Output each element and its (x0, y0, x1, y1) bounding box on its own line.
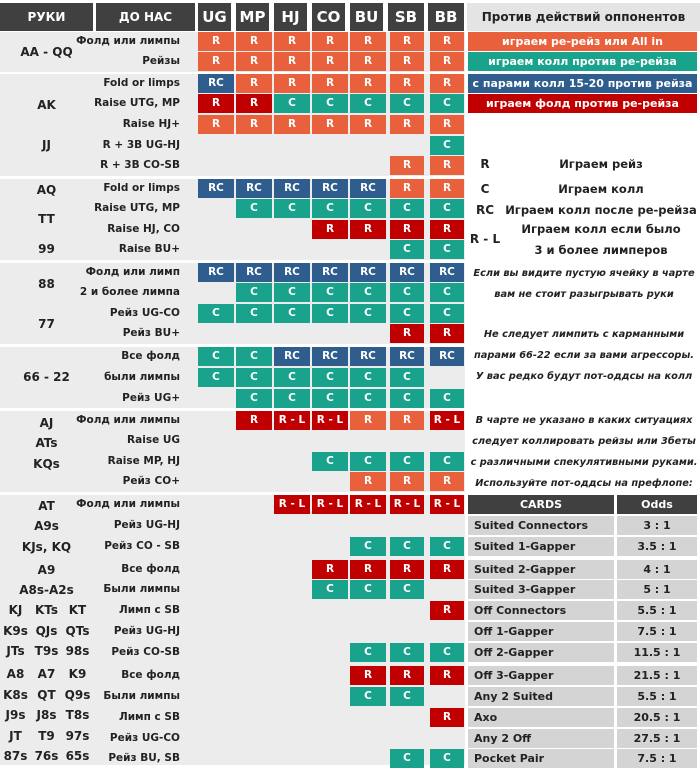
odds-row (468, 560, 697, 579)
action-cell-hj: R (274, 32, 310, 51)
action-cell-sb: C (390, 749, 424, 768)
action-cell-co: C (312, 304, 348, 323)
action-cell-bb: R (430, 179, 464, 198)
action-cell-bb: R (430, 560, 464, 579)
action-cell-hj: R (274, 115, 310, 134)
odds-odds-header: Odds (617, 495, 697, 514)
situation-label: R + 3B UG-HJ (102, 139, 180, 151)
note-empty-cell-1: Если вы видите пустую ячейку в чарте (473, 268, 695, 279)
action-cell-bu: C (350, 368, 386, 387)
action-cell-hj: R - L (274, 411, 310, 430)
action-cell-sb: C (390, 283, 424, 302)
hand-a8s-a2s: A8s-A2s (19, 583, 74, 597)
action-cell-ug: RC (198, 74, 234, 93)
action-cell-hj: RC (274, 263, 310, 282)
legend-key-rl: R - L (469, 232, 501, 246)
action-cell-bu: C (350, 94, 386, 113)
action-cell-bb: R (430, 52, 464, 71)
hand-j9s: J9s (5, 708, 26, 722)
note-empty-cell-2: вам не стоит разыгрывать руки (494, 289, 674, 300)
action-cell-bb: R (430, 666, 464, 685)
action-cell-sb: C (390, 452, 424, 471)
odds-value: 3 : 1 (617, 516, 697, 535)
action-cell-ug: RC (198, 263, 234, 282)
note-pairs-3: У вас редко будут пот-оддсы на колл (475, 371, 693, 382)
action-cell-sb: C (390, 389, 424, 408)
legend-key-c: C (480, 182, 490, 196)
action-cell-mp: RC (236, 263, 272, 282)
legend-key-r: R (480, 157, 490, 171)
action-cell-sb: C (390, 368, 424, 387)
hand-ak: AK (37, 98, 56, 112)
pos-header-bb: BB (428, 3, 464, 31)
action-cell-bu: C (350, 537, 386, 556)
hand-a9s: A9s (34, 519, 59, 533)
note-speculative-1: В чарте не указано в каких ситуациях (475, 415, 693, 426)
situation-label: Рейз CO-SB (111, 646, 180, 658)
action-cell-ug: R (198, 52, 234, 71)
action-cell-bu: C (350, 389, 386, 408)
action-cell-co: R (312, 560, 348, 579)
note-speculative-4: Используйте пот-оддсы на префлопе: (475, 478, 693, 489)
hand-t8s: T8s (65, 708, 90, 722)
action-cell-sb: R - L (390, 495, 424, 514)
action-cell-bb: C (430, 452, 464, 471)
action-cell-sb: R (390, 32, 424, 51)
action-cell-bb: R (430, 156, 464, 175)
hand-a7: A7 (37, 667, 56, 681)
hand-aj: AJ (39, 416, 54, 430)
odds-row (468, 537, 697, 556)
action-cell-sb: R (390, 411, 424, 430)
situation-label: 2 и более лимпа (79, 286, 180, 298)
odds-card-name: Off 3-Gapper (468, 666, 614, 685)
action-cell-bb: R (430, 115, 464, 134)
action-cell-co: R (312, 115, 348, 134)
situation-label: Все фолд (121, 563, 180, 575)
situation-label: Raise BU+ (118, 243, 180, 255)
action-cell-sb: R (390, 560, 424, 579)
hand-qjs: QJs (35, 624, 58, 638)
odds-value: 20.5 : 1 (617, 708, 697, 727)
action-cell-mp: R (236, 411, 272, 430)
action-cell-hj: R - L (274, 495, 310, 514)
action-cell-mp: C (236, 347, 272, 366)
action-cell-bu: R (350, 472, 386, 491)
situation-label: Рейз UG-CO (109, 732, 180, 744)
hand-kqs: KQs (33, 457, 60, 471)
action-cell-sb: C (390, 240, 424, 259)
action-cell-hj: RC (274, 347, 310, 366)
hand-77: 77 (38, 317, 55, 331)
odds-card-name: Off 1-Gapper (468, 622, 614, 641)
action-cell-bb: C (430, 643, 464, 662)
legend-text-r: Играем рейз (559, 157, 643, 171)
action-cell-sb: R (390, 74, 424, 93)
action-cell-bu: R (350, 115, 386, 134)
pos-header-hj: HJ (274, 3, 307, 31)
action-cell-bb: RC (430, 263, 464, 282)
action-cell-bb: C (430, 94, 464, 113)
action-cell-bu: RC (350, 179, 386, 198)
action-cell-bu: R - L (350, 495, 386, 514)
action-cell-co: C (312, 199, 348, 218)
odds-row (468, 622, 697, 641)
action-cell-bb: R (430, 74, 464, 93)
situation-label: Raise UTG, MP (94, 97, 180, 109)
action-cell-bb: C (430, 283, 464, 302)
odds-card-name: Suited 1-Gapper (468, 537, 614, 556)
action-cell-co: C (312, 283, 348, 302)
action-cell-sb: R (390, 220, 424, 239)
hand-k9: K9 (68, 667, 87, 681)
hand-a8: A8 (6, 667, 25, 681)
odds-card-name: Any 2 Off (468, 729, 614, 748)
action-cell-bu: R (350, 411, 386, 430)
action-cell-hj: R (274, 74, 310, 93)
action-cell-co: R - L (312, 411, 348, 430)
action-cell-ug: C (198, 304, 234, 323)
situation-label: Рейз UG-CO (109, 307, 180, 319)
hand-99: 99 (38, 242, 55, 256)
action-cell-co: R (312, 220, 348, 239)
action-cell-co: R - L (312, 495, 348, 514)
action-cell-bu: C (350, 199, 386, 218)
action-cell-sb: R (390, 115, 424, 134)
note-speculative-3: с различными спекулятивными руками. (470, 457, 698, 468)
odds-card-name: Off Connectors (468, 601, 614, 620)
situation-label: Лимп с SB (118, 604, 180, 616)
situation-label: были лимпы (104, 371, 180, 383)
action-cell-co: C (312, 94, 348, 113)
odds-value: 7.5 : 1 (617, 622, 697, 641)
action-cell-hj: C (274, 94, 310, 113)
action-cell-bb: C (430, 199, 464, 218)
action-cell-bb: C (430, 537, 464, 556)
action-cell-bb: C (430, 304, 464, 323)
situation-label: Рейз UG+ (122, 392, 180, 404)
legend-text-rc: Играем колл после ре-рейза (505, 203, 697, 217)
action-cell-sb: C (390, 94, 424, 113)
action-cell-hj: C (274, 368, 310, 387)
situation-label: Рейз BU, SB (108, 752, 180, 764)
odds-value: 4 : 1 (617, 560, 697, 579)
odds-card-name: Off 2-Gapper (468, 643, 614, 662)
action-cell-sb: R (390, 52, 424, 71)
hand-j8s: J8s (36, 708, 57, 722)
odds-card-name: Suited Connectors (468, 516, 614, 535)
action-cell-co: RC (312, 347, 348, 366)
hand-qt: QT (37, 688, 56, 702)
action-cell-bb: C (430, 240, 464, 259)
action-cell-co: R (312, 32, 348, 51)
action-cell-sb: C (390, 643, 424, 662)
odds-card-name: Suited 2-Gapper (468, 560, 614, 579)
action-cell-sb: R (390, 666, 424, 685)
hand-76s: 76s (34, 749, 59, 763)
odds-card-name: Any 2 Suited (468, 687, 614, 706)
action-cell-bb: C (430, 749, 464, 768)
action-cell-mp: R (236, 74, 272, 93)
hand-q9s: Q9s (64, 688, 91, 702)
action-cell-sb: RC (390, 347, 424, 366)
hands-header: РУКИ (0, 3, 93, 31)
situation-label: Raise HJ+ (122, 118, 180, 130)
odds-row (468, 601, 697, 620)
hand-66-22: 66 - 22 (23, 370, 70, 384)
action-cell-bb: R (430, 324, 464, 343)
action-cell-bb: R (430, 32, 464, 51)
situation-label: Raise HJ, CO (107, 223, 180, 235)
odds-value: 21.5 : 1 (617, 666, 697, 685)
legend-text-rl-1: Играем колл если было (521, 222, 681, 236)
action-cell-bu: R (350, 74, 386, 93)
hand-jt: JT (9, 729, 22, 743)
hand-kt: KT (68, 603, 87, 617)
situation-label: Рейз CO+ (122, 475, 180, 487)
action-cell-hj: R (274, 52, 310, 71)
action-cell-bu: R (350, 52, 386, 71)
hand-87s: 87s (3, 749, 28, 763)
action-cell-mp: C (236, 283, 272, 302)
action-cell-bu: C (350, 304, 386, 323)
opponents-header: Против действий оппонентов (467, 3, 700, 31)
action-cell-sb: R (390, 156, 424, 175)
odds-value: 11.5 : 1 (617, 643, 697, 662)
action-cell-bb: R (430, 220, 464, 239)
odds-row (468, 687, 697, 706)
action-cell-bu: C (350, 643, 386, 662)
hand-aa-qq: AA - QQ (20, 45, 73, 59)
odds-row (468, 708, 697, 727)
action-cell-sb: C (390, 687, 424, 706)
action-cell-bb: R (430, 472, 464, 491)
action-cell-mp: C (236, 368, 272, 387)
note-pairs-2: парами 66-22 если за вами агрессоры. (473, 350, 695, 361)
action-cell-bu: RC (350, 347, 386, 366)
action-cell-bb: R (430, 708, 464, 727)
legend-text-rl-2: 3 и более лимперов (534, 243, 668, 257)
situation-label: Были лимпы (103, 690, 180, 702)
action-cell-co: RC (312, 179, 348, 198)
hand-k8s: K8s (3, 688, 28, 702)
action-cell-bb: RC (430, 347, 464, 366)
hand-k9s: K9s (3, 624, 28, 638)
legend-text-c: Играем колл (558, 182, 644, 196)
situation-header: ДО НАС (96, 3, 195, 31)
action-cell-sb: R (390, 324, 424, 343)
action-cell-mp: C (236, 304, 272, 323)
situation-label: Фолд или лимпы (76, 414, 180, 426)
situation-label: Raise MP, HJ (107, 455, 180, 467)
odds-value: 3.5 : 1 (617, 537, 697, 556)
situation-label: Все фолд (121, 669, 180, 681)
situation-label: Рейз UG-HJ (113, 519, 180, 531)
action-cell-bb: R (430, 601, 464, 620)
action-cell-mp: R (236, 52, 272, 71)
action-cell-hj: C (274, 304, 310, 323)
action-cell-bu: C (350, 687, 386, 706)
action-cell-co: C (312, 580, 348, 599)
action-cell-bu: R (350, 666, 386, 685)
action-cell-sb: C (390, 537, 424, 556)
note-pairs-1: Не следует лимпить с карманными (483, 329, 685, 340)
action-cell-ug: R (198, 94, 234, 113)
action-cell-co: C (312, 452, 348, 471)
odds-card-name: Axo (468, 708, 614, 727)
situation-label: Лимп с SB (118, 711, 180, 723)
action-cell-co: C (312, 389, 348, 408)
action-cell-co: R (312, 74, 348, 93)
situation-label: Рейзы (142, 55, 180, 67)
action-cell-bu: C (350, 452, 386, 471)
hand-97s: 97s (65, 729, 90, 743)
odds-card-name: Pocket Pair (468, 749, 614, 768)
situation-label: Были лимпы (103, 583, 180, 595)
hand-at: AT (38, 499, 55, 513)
odds-row (468, 749, 697, 768)
action-cell-sb: R (390, 472, 424, 491)
hand-88: 88 (38, 277, 55, 291)
action-cell-co: R (312, 52, 348, 71)
odds-row (468, 643, 697, 662)
odds-card-name: Suited 3-Gapper (468, 580, 614, 599)
action-cell-ug: RC (198, 179, 234, 198)
hand-jj: JJ (42, 138, 51, 152)
odds-value: 5.5 : 1 (617, 687, 697, 706)
action-cell-mp: RC (236, 179, 272, 198)
odds-value: 5.5 : 1 (617, 601, 697, 620)
hand-t9s: T9s (34, 644, 59, 658)
hand-65s: 65s (65, 749, 90, 763)
situation-label: Фолд или лимпы (76, 35, 180, 47)
legend-call-reraise-bar: играем колл против ре-рейза (468, 52, 697, 71)
odds-value: 5 : 1 (617, 580, 697, 599)
hand-aq: AQ (36, 183, 57, 197)
action-cell-ug: R (198, 32, 234, 51)
action-cell-bu: R (350, 220, 386, 239)
situation-label: Фолд или лимп (85, 266, 180, 278)
action-cell-bu: R (350, 32, 386, 51)
situation-label: Фолд или лимпы (76, 498, 180, 510)
situation-label: Рейз UG-HJ (113, 625, 180, 637)
situation-label: Raise UG (127, 434, 180, 446)
action-cell-mp: R (236, 94, 272, 113)
action-cell-hj: RC (274, 179, 310, 198)
action-cell-bb: R - L (430, 411, 464, 430)
hand-jts: JTs (6, 644, 25, 658)
legend-fold-bar: играем фолд против ре-рейза (468, 94, 697, 113)
situation-label: Рейз CO - SB (104, 540, 180, 552)
odds-value: 27.5 : 1 (617, 729, 697, 748)
odds-value: 7.5 : 1 (617, 749, 697, 768)
action-cell-ug: C (198, 347, 234, 366)
situation-label: Raise UTG, MP (94, 202, 180, 214)
situation-label: Fold or limps (103, 77, 180, 89)
situation-label: Fold or limps (103, 182, 180, 194)
pos-header-bu: BU (350, 3, 383, 31)
situation-label: R + 3B CO-SB (100, 159, 180, 171)
action-cell-bb: C (430, 136, 464, 155)
legend-pairs-bar: с парами колл 15-20 против рейза (468, 74, 697, 93)
pos-header-sb: SB (388, 3, 424, 31)
odds-row (468, 666, 697, 685)
action-cell-hj: C (274, 283, 310, 302)
hand-kts: KTs (34, 603, 59, 617)
action-cell-co: C (312, 368, 348, 387)
hand-t9: T9 (38, 729, 55, 743)
hand-qts: QTs (65, 624, 90, 638)
pos-header-co: CO (312, 3, 345, 31)
legend-reraise-bar: играем ре-рейз или All in (468, 32, 697, 51)
situation-label: Рейз BU+ (122, 327, 180, 339)
hand-tt: TT (38, 212, 55, 226)
odds-row (468, 729, 697, 748)
action-cell-hj: C (274, 389, 310, 408)
action-cell-bu: C (350, 283, 386, 302)
action-cell-mp: R (236, 115, 272, 134)
action-cell-sb: C (390, 199, 424, 218)
action-cell-ug: C (198, 368, 234, 387)
pos-header-ug: UG (198, 3, 231, 31)
action-cell-bb: R - L (430, 495, 464, 514)
odds-row (468, 516, 697, 535)
action-cell-mp: C (236, 199, 272, 218)
legend-key-rc: RC (475, 203, 495, 217)
action-cell-sb: R (390, 179, 424, 198)
pos-header-mp: MP (236, 3, 269, 31)
action-cell-mp: C (236, 389, 272, 408)
odds-row (468, 580, 697, 599)
action-cell-co: RC (312, 263, 348, 282)
action-cell-sb: RC (390, 263, 424, 282)
hand-kj: KJ (8, 603, 23, 617)
situation-label: Все фолд (121, 350, 180, 362)
hand-98s: 98s (65, 644, 90, 658)
hand-ats: ATs (35, 436, 58, 450)
action-cell-sb: C (390, 580, 424, 599)
action-cell-hj: C (274, 199, 310, 218)
action-cell-bu: R (350, 560, 386, 579)
hand-kjs-kq: KJs, KQ (21, 540, 72, 554)
action-cell-bu: C (350, 580, 386, 599)
action-cell-sb: C (390, 304, 424, 323)
hand-a9: A9 (37, 563, 56, 577)
action-cell-mp: R (236, 32, 272, 51)
action-cell-ug: R (198, 115, 234, 134)
action-cell-bu: RC (350, 263, 386, 282)
note-speculative-2: следует коллировать рейзы или 3беты (472, 436, 696, 447)
action-cell-bb: C (430, 389, 464, 408)
odds-cards-header: CARDS (468, 495, 614, 514)
